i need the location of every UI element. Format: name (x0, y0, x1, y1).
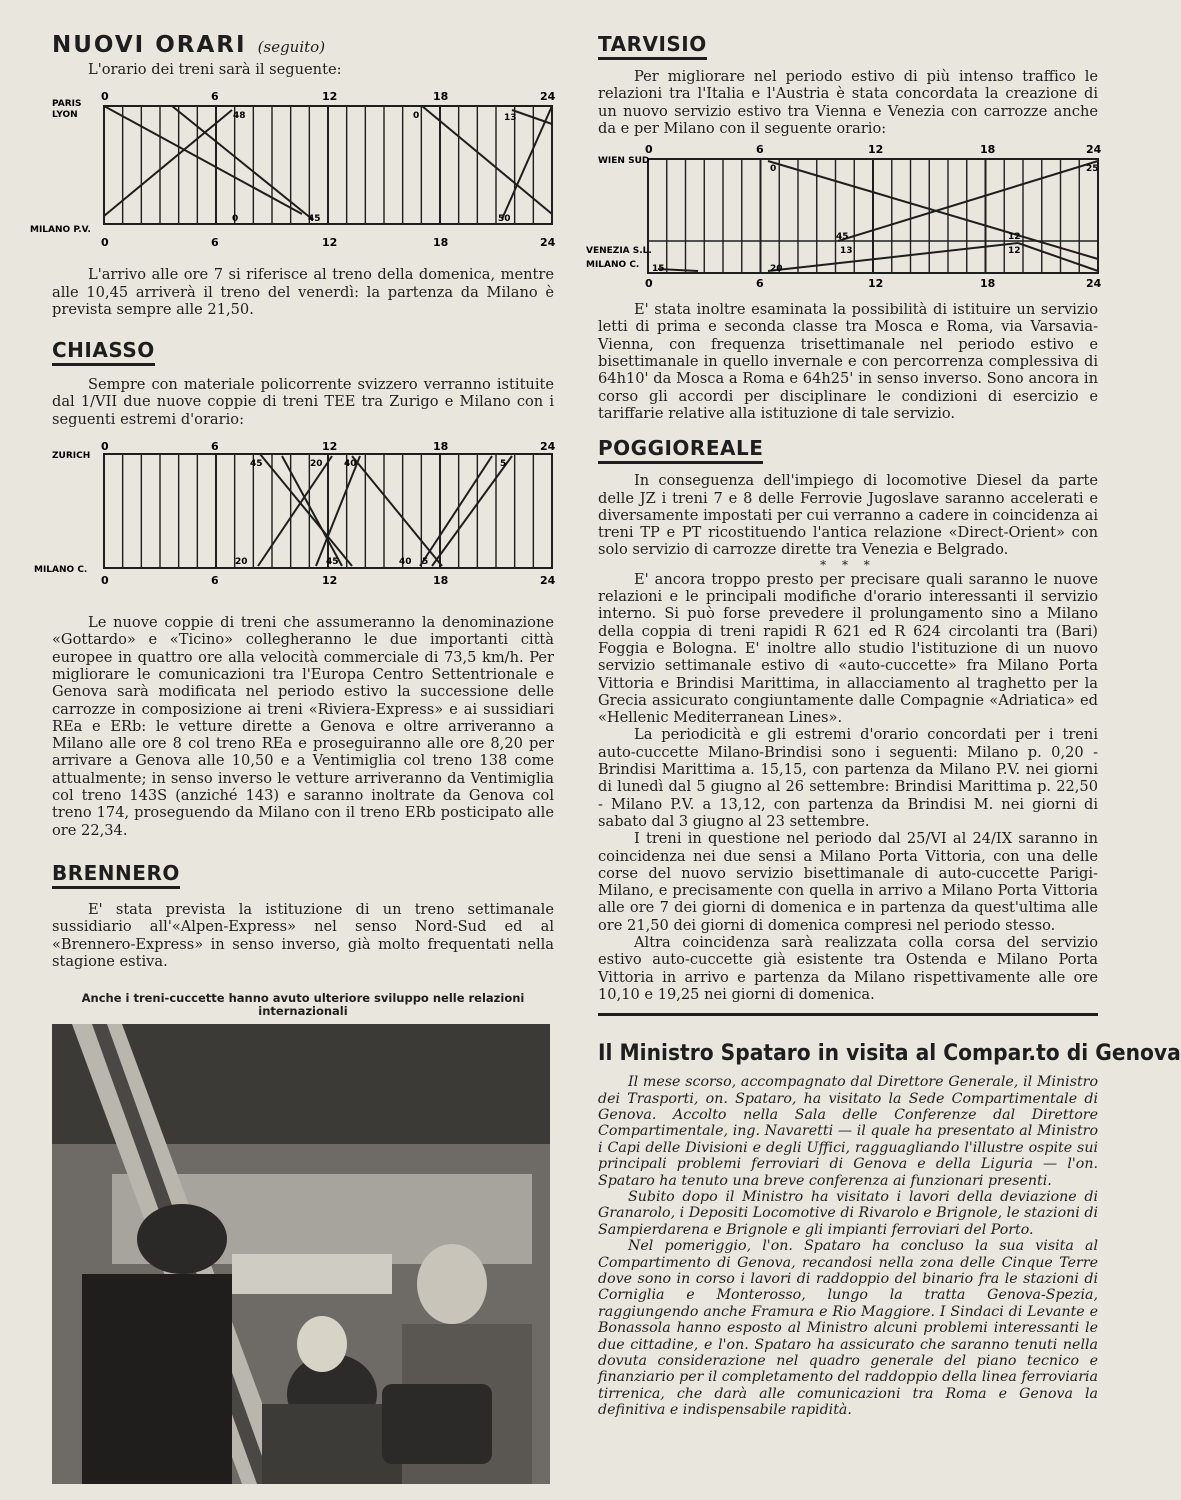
ministro-p2: Subito dopo il Ministro ha visitato i lavori della deviazione di Granarolo, i Depositi Locomotive di Rivarolo e Brignole, le stazioni di Sampierdarena e Brignole e gli impianti ferroviari del Porto. (598, 1189, 1098, 1238)
svg-text:12: 12 (322, 236, 338, 250)
chart-wien-venezia (586, 141, 1102, 291)
svg-text:20: 20 (770, 264, 783, 275)
svg-text:45: 45 (836, 232, 849, 243)
divider-rule (598, 1013, 1098, 1016)
svg-text:0: 0 (101, 574, 109, 588)
svg-text:0: 0 (413, 111, 420, 122)
svg-text:18: 18 (980, 277, 996, 291)
poggioreale-p1: In conseguenza dell'impiego di locomotive Diesel da parte delle JZ i treni 7 e 8 delle Ferrovie Jugoslave saranno accelerati e diversamente impostati per cui verranno a cadere in coincidenza ai treni TP e PT ricostituendo l'antica relazione «Direct-Orient» con solo servizio di carrozze dirette tra Venezia e Belgrado. (598, 472, 1098, 559)
svg-text:12: 12 (868, 143, 884, 157)
svg-text:24: 24 (1086, 277, 1102, 291)
svg-text:0: 0 (645, 277, 653, 291)
svg-text:24: 24 (540, 90, 556, 104)
brennero-p1: E' stata prevista la istituzione di un treno settimanale sussidiario all'«Alpen-Express» nel senso Nord-Sud ed al «Brennero-Express» in senso inverso, già molto frequentati nella stagione estiva. (52, 900, 554, 970)
photo-image (52, 1024, 550, 1484)
svg-text:18: 18 (433, 90, 449, 104)
svg-text:6: 6 (756, 143, 764, 157)
section-separator: * * * (820, 557, 876, 572)
chart-paris-milano (30, 84, 556, 254)
chiasso-p2: Le nuove coppie di treni che assumeranno la denominazione «Gottardo» e «Ticino» collegheranno le due importanti città europee in quattro ore alla velocità commerciale di 73,5 km/h. Per migliorare le comunicazioni tra l'Europa Centro Settentrionale e Genova sarà modificata nel periodo estivo la successione delle carrozze in composizione ai treni «Riviera-Express» e ai sussidiari REa e ERb: le vetture dirette a Genova e oltre arriveranno a Milano alle ore 8 col treno REa e proseguiranno alle ore 8,20 per arrivare a Genova alle 10,50 e a Ventimiglia col treno 138 come attualmente; in senso inverso le vetture arriveranno da Ventimiglia col treno 143S (anziché 143) e saranno inoltrate da Genova col treno 174, proseguendo da Milano con il treno ERb posticipato alle ore 22,34. (52, 614, 554, 839)
chart2-marks (235, 459, 506, 567)
svg-text:6: 6 (211, 574, 219, 588)
nuovi-heading (52, 32, 554, 59)
nuovi-after: L'arrivo alle ore 7 si riferisce al treno della domenica, mentre alle 10,45 arriverà il treno del venerdì: la partenza da Milano è prevista sempre alle 21,50. (52, 266, 554, 318)
chart2-hours-top (101, 440, 556, 453)
svg-text:13: 13 (504, 113, 517, 124)
nuovi-intro: L'orario dei treni sarà il seguente: (88, 61, 342, 78)
chart3-hours-bottom (645, 277, 1102, 290)
photo-caption: Anche i treni-cuccette hanno avuto ulteriore sviluppo nelle relazioni internazionali (81, 991, 525, 1019)
left-column (30, 32, 556, 1484)
nuovi-title: NUOVI ORARI (52, 32, 247, 58)
svg-text:12: 12 (322, 574, 338, 588)
poggioreale-p5: Altra coincidenza sarà realizzata colla corsa del servizio estivo auto-cuccette già esistente tra Ostenda e Milano Porta Vittoria in arrivo e partenza da Milano rispettivamente alle ore 10,10 e 19,25 nei giorni di domenica. (598, 933, 1098, 1003)
ministro-article (598, 1040, 1181, 1419)
ministro-body (598, 1074, 1098, 1419)
svg-text:5: 5 (500, 459, 507, 470)
svg-text:0: 0 (101, 440, 109, 454)
svg-text:12: 12 (1008, 246, 1021, 257)
tarvisio-title: TARVISIO (598, 32, 707, 60)
svg-text:12: 12 (868, 277, 884, 291)
svg-text:12: 12 (322, 440, 338, 454)
ministro-p1: Il mese scorso, accompagnato dal Direttore Generale, il Ministro dei Trasporti, on. Spataro, ha visitato la Sede Compartimentale di Genova. Accolto nella Sala delle Conferenze dal Direttore Compartimentale, ing. Navaretti — il quale ha presentato al Ministro i Capi delle Divisioni e degli Uffici, ragguagliando l'illustre ospite sui principali problemi ferroviari di Genova e della Liguria — l'on. Spataro ha tenuto una breve conferenza ai funzionari presenti. (598, 1074, 1098, 1189)
nuovi-subtitle: (seguito) (257, 38, 326, 56)
chart1-hours-bottom (101, 236, 556, 249)
svg-text:0: 0 (645, 143, 653, 157)
chart1-hours-top (101, 90, 556, 103)
right-column (586, 32, 1181, 1419)
tarvisio-p2: E' stata inoltre esaminata la possibilità di istituire un servizio letti di prima e seconda classe tra Mosca e Roma, via Varsavia-Vienna, con frequenza trisettimanale nel periodo estivo e bisettimanale in quello invernale e con percorrenza complessiva di 64h10' da Mosca a Roma e 64h25' in senso inverso. Sono ancora in corso gli accordi per disciplinare le condizioni di esercizio e tariffarie relative alla istituzione di tale servizio. (598, 301, 1098, 422)
svg-text:0: 0 (101, 236, 109, 250)
svg-text:12: 12 (322, 90, 338, 104)
svg-text:0: 0 (101, 90, 109, 104)
chart3-top-label: WIEN SUD (598, 156, 650, 167)
svg-text:20: 20 (310, 459, 323, 470)
poggioreale-p3: La periodicità e gli estremi d'orario concordati per i treni auto-cuccette Milano-Brindisi sono i seguenti: Milano p. 0,20 - Brindisi Marittima a. 15,15, con partenza da Milano P.V. nei giorni di lunedì dal 5 giugno al 26 settembre: Brindisi Marittima p. 22,50 - Milano P.V. a 13,12, con partenza da Brindisi M. nei giorni di sabato dal 3 giugno al 23 settembre. (598, 726, 1098, 830)
chart-zurich-milano (34, 438, 556, 598)
chart1-top-label: PARIS (52, 99, 82, 110)
svg-text:48: 48 (233, 111, 246, 122)
photo-couchette-train (52, 1024, 550, 1484)
chiasso-title: CHIASSO (52, 338, 155, 366)
brennero-title: BRENNERO (52, 861, 180, 889)
svg-text:18: 18 (433, 440, 449, 454)
svg-text:45: 45 (250, 459, 263, 470)
svg-text:18: 18 (980, 143, 996, 157)
svg-text:45: 45 (308, 214, 321, 225)
svg-text:15: 15 (652, 264, 665, 275)
svg-text:24: 24 (540, 236, 556, 250)
svg-text:6: 6 (211, 440, 219, 454)
svg-text:18: 18 (433, 236, 449, 250)
svg-text:13: 13 (840, 246, 853, 257)
ministro-title: Il Ministro Spataro in visita al Compar.to di Genova (598, 1040, 1181, 1067)
svg-text:0: 0 (770, 164, 777, 175)
svg-text:20: 20 (235, 557, 248, 568)
svg-text:24: 24 (540, 440, 556, 454)
chart2-hours-bottom (101, 574, 556, 587)
poggioreale-p2: E' ancora troppo presto per precisare quali saranno le nuove relazioni e le principali modifiche d'orario interessanti il servizio interno. Si può forse prevedere il prolungamento sino a Milano della coppia di treni rapidi R 621 ed R 624 circolanti tra (Bari) Foggia e Bologna. E' inoltre allo studio l'istituzione di un nuovo servizio settimanale estivo di «auto-cuccette» fra Milano Porta Vittoria e Brindisi Marittima, in allacciamento al traghetto per la Grecia assicurato congiuntamente dalle Compagnie «Adriatica» ed «Hellenic Mediterranean Lines». (598, 570, 1098, 727)
svg-text:0: 0 (232, 214, 239, 225)
poggioreale-title: POGGIOREALE (598, 436, 763, 464)
chart1-marks (232, 111, 517, 224)
chart3-bottom-label: MILANO C. (586, 260, 640, 271)
svg-text:6: 6 (211, 236, 219, 250)
tarvisio-p1: Per migliorare nel periodo estivo di più intenso traffico le relazioni tra l'Italia e l'Austria è stata concordata la creazione di un nuovo servizio estivo tra Vienna e Venezia con carrozze anche da e per Milano con il seguente orario: (598, 68, 1098, 137)
svg-text:24: 24 (540, 574, 556, 588)
svg-text:5: 5 (422, 557, 429, 568)
poggioreale-p4: I treni in questione nel periodo dal 25/VI al 24/IX saranno in coincidenza nei due sensi a Milano Porta Vittoria, con una delle corse del nuovo servizio bisettimanale di auto-cuccette Parigi-Milano, e precisamente con quella in arrivo a Milano Porta Vittoria alle ore 7 dei giorni di domenica e in partenza da quest'ultima alle ore 21,50 dei giorni di domenica compresi nel periodo stesso. (598, 830, 1098, 934)
svg-text:18: 18 (433, 574, 449, 588)
svg-text:LYON: LYON (52, 110, 78, 121)
ministro-p3: Nel pomeriggio, l'on. Spataro ha concluso la sua visita al Compartimento di Genova, recandosi nella zona delle Cinque Terre dove sono in corso i lavori di raddoppio del binario fra le stazioni di Corniglia e Monterosso, lungo la tratta Genova-Spezia, raggiungendo anche Framura e Rio Maggiore. I Sindaci di Levante e Bonassola hanno esposto al Ministro alcuni problemi interessanti le due cittadine, e l'on. Spataro ha assicurato che saranno tenuti nella dovuta considerazione nel quadro generale del piano tecnico e finanziario per il completamento del raddoppio della linea ferroviaria tirrenica, che darà alle comunicazioni tra Roma e Genova la definitiva e indispensabile rapidità. (598, 1238, 1098, 1419)
svg-text:40: 40 (344, 459, 357, 470)
chart2-top-label: ZURICH (52, 451, 91, 462)
chart1-bottom-label: MILANO P.V. (30, 225, 91, 236)
svg-text:25: 25 (1086, 164, 1099, 175)
svg-text:50: 50 (498, 214, 511, 225)
chiasso-p1: Sempre con materiale policorrente svizzero verranno istituite dal 1/VII due nuove coppie di treni TEE tra Zurigo e Milano con i seguenti estremi d'orario: (52, 376, 554, 428)
svg-text:45: 45 (326, 557, 339, 568)
svg-text:12: 12 (1008, 232, 1021, 243)
chart3-mid-label: VENEZIA S.L. (586, 246, 652, 257)
svg-text:24: 24 (1086, 143, 1102, 157)
svg-text:40: 40 (399, 557, 412, 568)
svg-text:6: 6 (211, 90, 219, 104)
chart3-hours-top (645, 143, 1102, 156)
svg-text:6: 6 (756, 277, 764, 291)
chart2-bottom-label: MILANO C. (34, 565, 88, 576)
